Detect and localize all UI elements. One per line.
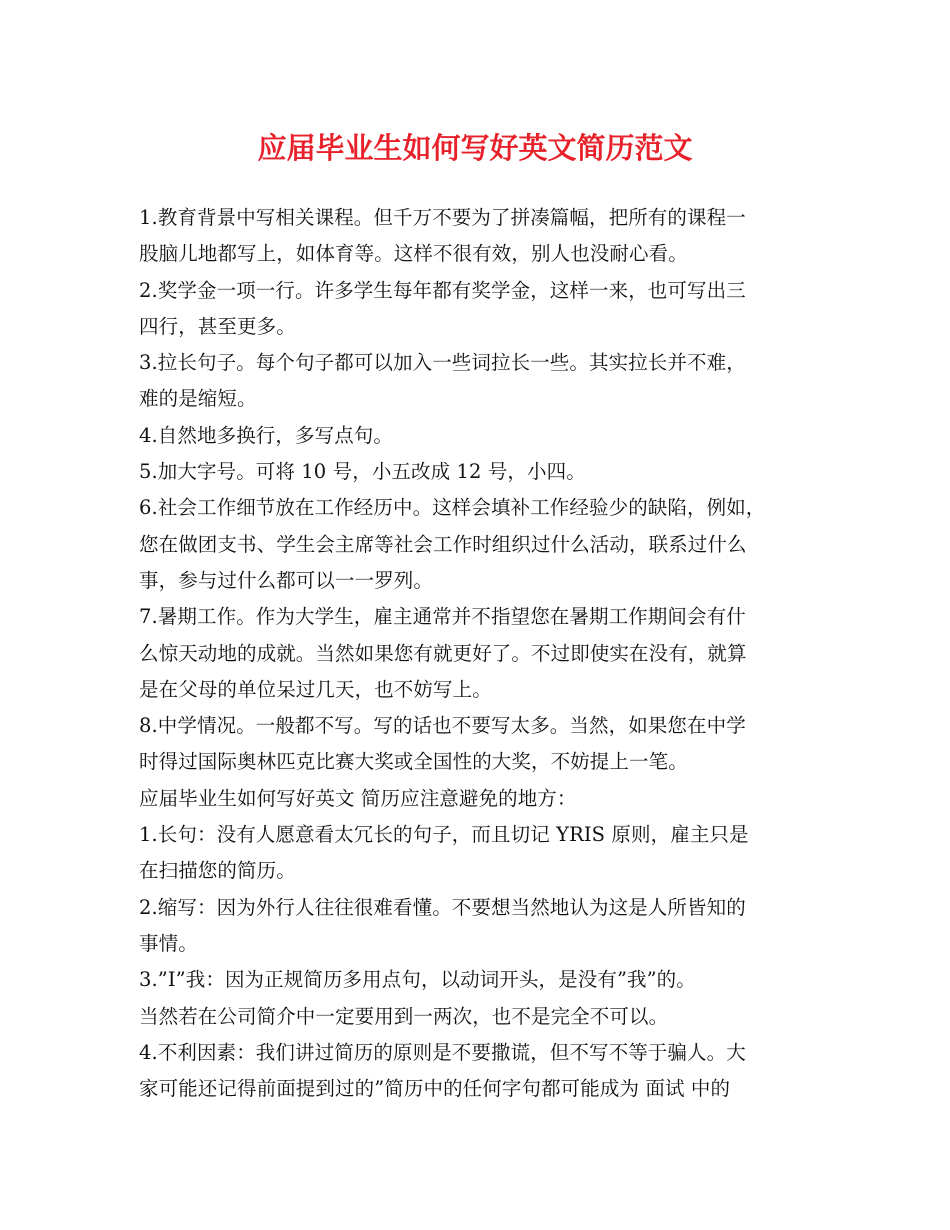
body-line: 2.缩写：因为外行人往往很难看懂。不要想当然地认为这是人所皆知的 xyxy=(139,895,746,919)
body-line: 3.拉长句子。每个句子都可以加入一些词拉长一些。其实拉长并不难， xyxy=(139,351,746,375)
body-line: 当然若在公司简介中一定要用到一两次，也不是完全不可以。 xyxy=(139,1004,669,1028)
body-line: 您在做团支书、学生会主席等社会工作时组织过什么活动，联系过什么 xyxy=(139,532,747,556)
body-line: 6.社会工作细节放在工作经历中。这样会填补工作经验少的缺陷，例如， xyxy=(139,496,766,520)
body-line: 4.不利因素：我们讲过简历的原则是不要撒谎，但不写不等于骗人。大 xyxy=(139,1040,746,1064)
body-line: 1.教育背景中写相关课程。但千万不要为了拼凑篇幅，把所有的课程一 xyxy=(139,206,746,229)
body-line: 么惊天动地的成就。当然如果您有就更好了。不过即使实在没有，就算 xyxy=(139,641,747,665)
body-line: 8.中学情况。一般都不写。写的话也不要写太多。当然，如果您在中学 xyxy=(139,714,746,738)
body-line: 在扫描您的简历。 xyxy=(139,859,296,883)
body-line: 股脑儿地都写上，如体育等。这样不很有效，别人也没耐心看。 xyxy=(139,242,688,266)
body-line: 3.”I”我：因为正规简历多用点句，以动词开头，是没有”我”的。 xyxy=(139,968,696,992)
body-line: 7.暑期工作。作为大学生，雇主通常并不指望您在暑期工作期间会有什 xyxy=(139,605,746,629)
body-line: 四行，甚至更多。 xyxy=(139,314,296,338)
body-line: 事情。 xyxy=(139,931,198,955)
section-heading: 应届毕业生如何写好英文 简历应注意避免的地方： xyxy=(139,786,577,810)
body-line: 1.长句：没有人愿意看太冗长的句子，而且切记 YRIS 原则，雇主只是 xyxy=(139,823,749,847)
body-line: 家可能还记得前面提到过的”简历中的任何字句都可能成为 面试 中的 xyxy=(139,1077,731,1101)
body-line: 4.自然地多换行，多写点句。 xyxy=(139,423,394,447)
page-title: 应届毕业生如何写好英文简历范文 xyxy=(257,131,693,165)
body-line: 难的是缩短。 xyxy=(139,387,257,411)
body-line: 是在父母的单位呆过几天，也不妨写上。 xyxy=(139,677,492,701)
body-line: 事，参与过什么都可以一一罗列。 xyxy=(139,568,434,592)
body-line: 2.奖学金一项一行。许多学生每年都有奖学金，这样一来，也可写出三 xyxy=(139,278,746,302)
body-line: 时得过国际奥林匹克比赛大奖或全国性的大奖，不妨提上一笔。 xyxy=(139,750,688,774)
body-line: 5.加大字号。可将 10 号，小五改成 12 号，小四。 xyxy=(139,460,586,484)
document-body xyxy=(139,200,819,1107)
